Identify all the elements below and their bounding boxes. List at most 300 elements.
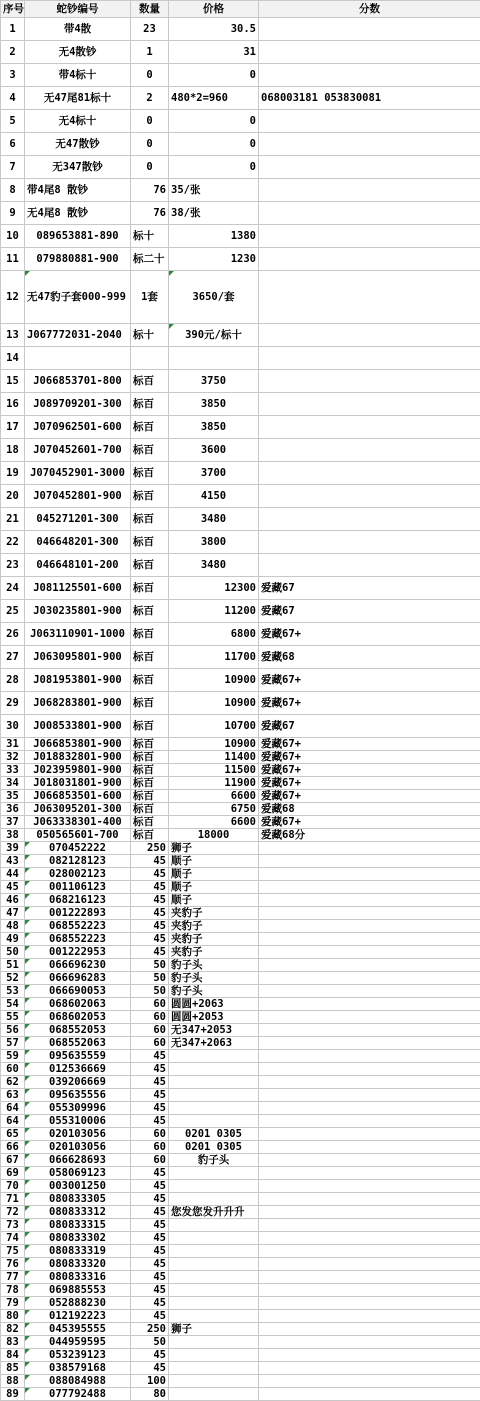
cell-quantity[interactable]: 标百	[131, 790, 169, 803]
cell-index[interactable]: 63	[1, 1089, 25, 1102]
cell-code[interactable]: 088084988	[25, 1375, 131, 1388]
cell-quantity[interactable]: 76	[131, 202, 169, 225]
cell-price[interactable]: 10700	[169, 715, 259, 738]
cell-price[interactable]: 3700	[169, 462, 259, 485]
cell-price[interactable]: 4150	[169, 485, 259, 508]
cell-code[interactable]: 068552063	[25, 1037, 131, 1050]
cell-price[interactable]	[169, 1297, 259, 1310]
cell-quantity[interactable]: 标百	[131, 803, 169, 816]
cell-code[interactable]: J089709201-300	[25, 393, 131, 416]
cell-index[interactable]: 33	[1, 764, 25, 777]
cell-quantity[interactable]: 60	[131, 1154, 169, 1167]
cell-score[interactable]	[259, 1310, 480, 1323]
cell-code[interactable]: 095635559	[25, 1050, 131, 1063]
cell-quantity[interactable]: 45	[131, 1076, 169, 1089]
cell-score[interactable]: 爱藏68	[259, 646, 480, 669]
cell-index[interactable]: 49	[1, 933, 25, 946]
cell-quantity[interactable]: 45	[131, 1362, 169, 1375]
cell-code[interactable]: 045271201-300	[25, 508, 131, 531]
cell-code[interactable]: 046648201-300	[25, 531, 131, 554]
cell-index[interactable]: 14	[1, 347, 25, 370]
cell-score[interactable]	[259, 933, 480, 946]
cell-quantity[interactable]: 45	[131, 1297, 169, 1310]
cell-quantity[interactable]: 45	[131, 1167, 169, 1180]
cell-price[interactable]: 顺子	[169, 881, 259, 894]
cell-price[interactable]: 0201 0305	[169, 1128, 259, 1141]
cell-index[interactable]: 50	[1, 946, 25, 959]
cell-code[interactable]: J081125501-600	[25, 577, 131, 600]
cell-price[interactable]: 3480	[169, 554, 259, 577]
cell-index[interactable]: 76	[1, 1258, 25, 1271]
cell-quantity[interactable]: 标百	[131, 554, 169, 577]
cell-score[interactable]	[259, 1297, 480, 1310]
cell-quantity[interactable]: 标百	[131, 577, 169, 600]
cell-quantity[interactable]: 45	[131, 894, 169, 907]
cell-index[interactable]: 5	[1, 110, 25, 133]
cell-quantity[interactable]: 45	[131, 1180, 169, 1193]
cell-quantity[interactable]: 23	[131, 18, 169, 41]
cell-score[interactable]	[259, 225, 480, 248]
cell-score[interactable]	[259, 894, 480, 907]
cell-index[interactable]: 34	[1, 777, 25, 790]
cell-quantity[interactable]: 45	[131, 868, 169, 881]
cell-index[interactable]: 84	[1, 1349, 25, 1362]
cell-price[interactable]: 35/张	[169, 179, 259, 202]
cell-quantity[interactable]: 1套	[131, 271, 169, 324]
cell-price[interactable]: 6600	[169, 790, 259, 803]
cell-code[interactable]: 012536669	[25, 1063, 131, 1076]
cell-quantity[interactable]: 50	[131, 959, 169, 972]
cell-index[interactable]: 85	[1, 1362, 25, 1375]
cell-score[interactable]	[259, 554, 480, 577]
cell-quantity[interactable]: 标百	[131, 623, 169, 646]
cell-code[interactable]: 001106123	[25, 881, 131, 894]
cell-price[interactable]: 0201 0305	[169, 1141, 259, 1154]
cell-index[interactable]: 28	[1, 669, 25, 692]
cell-quantity[interactable]: 45	[131, 1349, 169, 1362]
cell-code[interactable]: 095635556	[25, 1089, 131, 1102]
cell-price[interactable]: 豹子头	[169, 1154, 259, 1167]
cell-code[interactable]: J068283801-900	[25, 692, 131, 715]
cell-score[interactable]	[259, 1362, 480, 1375]
cell-price[interactable]: 6600	[169, 816, 259, 829]
cell-quantity[interactable]: 标百	[131, 393, 169, 416]
cell-index[interactable]: 57	[1, 1037, 25, 1050]
cell-price[interactable]: 10900	[169, 669, 259, 692]
cell-score[interactable]	[259, 1063, 480, 1076]
cell-code[interactable]: 001222953	[25, 946, 131, 959]
cell-index[interactable]: 80	[1, 1310, 25, 1323]
cell-index[interactable]: 21	[1, 508, 25, 531]
cell-score[interactable]	[259, 508, 480, 531]
cell-score[interactable]	[259, 156, 480, 179]
cell-price[interactable]: 无347+2053	[169, 1024, 259, 1037]
cell-index[interactable]: 73	[1, 1219, 25, 1232]
cell-index[interactable]: 52	[1, 972, 25, 985]
cell-code[interactable]: 066696230	[25, 959, 131, 972]
cell-code[interactable]: 050565601-700	[25, 829, 131, 842]
cell-price[interactable]: 豹子头	[169, 972, 259, 985]
cell-quantity[interactable]: 标十	[131, 324, 169, 347]
cell-score[interactable]	[259, 1245, 480, 1258]
cell-quantity[interactable]: 45	[131, 881, 169, 894]
cell-price[interactable]: 0	[169, 64, 259, 87]
cell-quantity[interactable]: 1	[131, 41, 169, 64]
cell-index[interactable]: 51	[1, 959, 25, 972]
cell-quantity[interactable]: 60	[131, 1011, 169, 1024]
cell-quantity[interactable]: 50	[131, 972, 169, 985]
cell-index[interactable]: 82	[1, 1323, 25, 1336]
cell-score[interactable]: 爱藏67	[259, 715, 480, 738]
cell-code[interactable]: J081953801-900	[25, 669, 131, 692]
cell-score[interactable]	[259, 1206, 480, 1219]
cell-quantity[interactable]: 标百	[131, 370, 169, 393]
cell-index[interactable]: 3	[1, 64, 25, 87]
cell-quantity[interactable]: 标百	[131, 508, 169, 531]
cell-score[interactable]	[259, 1011, 480, 1024]
cell-score[interactable]	[259, 920, 480, 933]
cell-index[interactable]: 31	[1, 738, 25, 751]
cell-index[interactable]: 60	[1, 1063, 25, 1076]
cell-price[interactable]: 31	[169, 41, 259, 64]
cell-score[interactable]	[259, 1284, 480, 1297]
cell-price[interactable]	[169, 1115, 259, 1128]
cell-price[interactable]: 夹豹子	[169, 907, 259, 920]
cell-score[interactable]	[259, 1167, 480, 1180]
cell-score[interactable]: 068003181 053830081	[259, 87, 480, 110]
cell-index[interactable]: 7	[1, 156, 25, 179]
cell-quantity[interactable]: 标百	[131, 669, 169, 692]
cell-quantity[interactable]: 45	[131, 1258, 169, 1271]
cell-quantity[interactable]: 0	[131, 133, 169, 156]
cell-score[interactable]	[259, 881, 480, 894]
cell-quantity[interactable]: 标百	[131, 715, 169, 738]
header-quantity[interactable]: 数量	[131, 1, 169, 18]
cell-quantity[interactable]: 标百	[131, 485, 169, 508]
cell-score[interactable]	[259, 485, 480, 508]
cell-index[interactable]: 16	[1, 393, 25, 416]
cell-score[interactable]	[259, 324, 480, 347]
cell-index[interactable]: 77	[1, 1271, 25, 1284]
cell-quantity[interactable]: 标二十	[131, 248, 169, 271]
cell-quantity[interactable]: 0	[131, 110, 169, 133]
cell-price[interactable]: 顺子	[169, 855, 259, 868]
cell-price[interactable]: 3850	[169, 416, 259, 439]
cell-price[interactable]: 18000	[169, 829, 259, 842]
cell-score[interactable]	[259, 959, 480, 972]
cell-price[interactable]: 您发您发升升升	[169, 1206, 259, 1219]
cell-score[interactable]: 爱藏67	[259, 577, 480, 600]
cell-index[interactable]: 78	[1, 1284, 25, 1297]
cell-price[interactable]: 圆圆+2063	[169, 998, 259, 1011]
cell-score[interactable]: 爱藏67+	[259, 623, 480, 646]
cell-index[interactable]: 25	[1, 600, 25, 623]
cell-price[interactable]: 10900	[169, 738, 259, 751]
cell-quantity[interactable]: 标百	[131, 462, 169, 485]
cell-price[interactable]: 1380	[169, 225, 259, 248]
cell-score[interactable]	[259, 1323, 480, 1336]
cell-quantity[interactable]: 50	[131, 985, 169, 998]
cell-price[interactable]: 3650/套	[169, 271, 259, 324]
cell-price[interactable]	[169, 1362, 259, 1375]
cell-code[interactable]: 066628693	[25, 1154, 131, 1167]
cell-index[interactable]: 30	[1, 715, 25, 738]
cell-code[interactable]: 带4散	[25, 18, 131, 41]
cell-score[interactable]	[259, 370, 480, 393]
cell-price[interactable]: 顺子	[169, 894, 259, 907]
cell-price[interactable]: 30.5	[169, 18, 259, 41]
cell-price[interactable]: 3480	[169, 508, 259, 531]
cell-code[interactable]: J066853801-900	[25, 738, 131, 751]
cell-quantity[interactable]: 45	[131, 1271, 169, 1284]
cell-index[interactable]: 9	[1, 202, 25, 225]
cell-code[interactable]: 080833305	[25, 1193, 131, 1206]
cell-code[interactable]: 028002123	[25, 868, 131, 881]
cell-index[interactable]: 19	[1, 462, 25, 485]
cell-quantity[interactable]: 45	[131, 907, 169, 920]
cell-score[interactable]	[259, 868, 480, 881]
cell-index[interactable]: 6	[1, 133, 25, 156]
cell-price[interactable]	[169, 1232, 259, 1245]
cell-index[interactable]: 71	[1, 1193, 25, 1206]
cell-index[interactable]: 64	[1, 1102, 25, 1115]
cell-code[interactable]: J070452901-3000	[25, 462, 131, 485]
cell-code[interactable]: J023959801-900	[25, 764, 131, 777]
cell-quantity[interactable]: 标百	[131, 439, 169, 462]
cell-index[interactable]: 23	[1, 554, 25, 577]
cell-price[interactable]: 11200	[169, 600, 259, 623]
cell-code[interactable]: 020103056	[25, 1141, 131, 1154]
cell-code[interactable]: 080833315	[25, 1219, 131, 1232]
cell-quantity[interactable]: 60	[131, 1024, 169, 1037]
cell-score[interactable]: 爱藏67+	[259, 669, 480, 692]
cell-code[interactable]: 066690053	[25, 985, 131, 998]
cell-score[interactable]	[259, 1128, 480, 1141]
cell-index[interactable]: 27	[1, 646, 25, 669]
cell-index[interactable]: 64	[1, 1115, 25, 1128]
cell-price[interactable]: 480*2=960	[169, 87, 259, 110]
cell-score[interactable]	[259, 1037, 480, 1050]
cell-code[interactable]: 无47豹子套000-999	[25, 271, 131, 324]
cell-index[interactable]: 89	[1, 1388, 25, 1401]
cell-score[interactable]	[259, 1115, 480, 1128]
cell-code[interactable]: 012192223	[25, 1310, 131, 1323]
cell-score[interactable]	[259, 998, 480, 1011]
cell-score[interactable]: 爱藏67+	[259, 764, 480, 777]
cell-score[interactable]	[259, 1102, 480, 1115]
cell-code[interactable]: 069885553	[25, 1284, 131, 1297]
cell-score[interactable]	[259, 907, 480, 920]
cell-score[interactable]	[259, 1258, 480, 1271]
cell-index[interactable]: 18	[1, 439, 25, 462]
cell-score[interactable]	[259, 985, 480, 998]
cell-index[interactable]: 56	[1, 1024, 25, 1037]
cell-code[interactable]	[25, 347, 131, 370]
cell-quantity[interactable]: 45	[131, 1219, 169, 1232]
cell-quantity[interactable]: 45	[131, 1284, 169, 1297]
cell-code[interactable]: 001222893	[25, 907, 131, 920]
cell-index[interactable]: 43	[1, 855, 25, 868]
cell-code[interactable]: 080833316	[25, 1271, 131, 1284]
cell-index[interactable]: 45	[1, 881, 25, 894]
cell-score[interactable]: 爱藏67+	[259, 692, 480, 715]
cell-price[interactable]	[169, 1245, 259, 1258]
cell-score[interactable]	[259, 531, 480, 554]
cell-code[interactable]: 052888230	[25, 1297, 131, 1310]
cell-code[interactable]: J008533801-900	[25, 715, 131, 738]
cell-index[interactable]: 88	[1, 1375, 25, 1388]
header-index[interactable]: 序号	[1, 1, 25, 18]
cell-price[interactable]: 11400	[169, 751, 259, 764]
cell-code[interactable]: 无347散钞	[25, 156, 131, 179]
cell-quantity[interactable]: 45	[131, 1310, 169, 1323]
cell-index[interactable]: 36	[1, 803, 25, 816]
cell-score[interactable]	[259, 248, 480, 271]
cell-price[interactable]	[169, 1102, 259, 1115]
cell-price[interactable]	[169, 1336, 259, 1349]
cell-quantity[interactable]: 标百	[131, 816, 169, 829]
cell-index[interactable]: 69	[1, 1167, 25, 1180]
cell-price[interactable]: 38/张	[169, 202, 259, 225]
cell-quantity[interactable]: 标百	[131, 829, 169, 842]
cell-price[interactable]: 11700	[169, 646, 259, 669]
cell-quantity[interactable]: 45	[131, 1232, 169, 1245]
cell-score[interactable]: 爱藏67+	[259, 816, 480, 829]
cell-score[interactable]	[259, 110, 480, 133]
cell-quantity[interactable]: 标百	[131, 692, 169, 715]
cell-score[interactable]	[259, 1076, 480, 1089]
cell-score[interactable]	[259, 271, 480, 324]
cell-price[interactable]	[169, 1050, 259, 1063]
cell-price[interactable]	[169, 1388, 259, 1401]
cell-score[interactable]	[259, 41, 480, 64]
cell-price[interactable]: 11500	[169, 764, 259, 777]
cell-price[interactable]: 圆圆+2053	[169, 1011, 259, 1024]
cell-quantity[interactable]: 250	[131, 1323, 169, 1336]
cell-index[interactable]: 44	[1, 868, 25, 881]
cell-index[interactable]: 48	[1, 920, 25, 933]
cell-score[interactable]	[259, 18, 480, 41]
cell-code[interactable]: J066853701-800	[25, 370, 131, 393]
cell-score[interactable]	[259, 1375, 480, 1388]
cell-price[interactable]	[169, 1219, 259, 1232]
cell-index[interactable]: 32	[1, 751, 25, 764]
cell-code[interactable]: J066853501-600	[25, 790, 131, 803]
cell-score[interactable]: 爱藏67+	[259, 738, 480, 751]
cell-index[interactable]: 67	[1, 1154, 25, 1167]
cell-quantity[interactable]: 标百	[131, 531, 169, 554]
cell-code[interactable]: 080833302	[25, 1232, 131, 1245]
cell-index[interactable]: 62	[1, 1076, 25, 1089]
cell-price[interactable]: 夹豹子	[169, 946, 259, 959]
cell-price[interactable]: 11900	[169, 777, 259, 790]
cell-score[interactable]	[259, 1024, 480, 1037]
cell-quantity[interactable]: 60	[131, 998, 169, 1011]
cell-price[interactable]: 1230	[169, 248, 259, 271]
cell-score[interactable]	[259, 179, 480, 202]
cell-score[interactable]	[259, 1219, 480, 1232]
cell-quantity[interactable]: 45	[131, 1206, 169, 1219]
cell-code[interactable]: 039206669	[25, 1076, 131, 1089]
cell-code[interactable]: 068552053	[25, 1024, 131, 1037]
cell-price[interactable]	[169, 1375, 259, 1388]
cell-price[interactable]	[169, 347, 259, 370]
cell-code[interactable]: 无4尾8 散钞	[25, 202, 131, 225]
cell-price[interactable]: 3850	[169, 393, 259, 416]
cell-code[interactable]: 070452222	[25, 842, 131, 855]
cell-index[interactable]: 59	[1, 1050, 25, 1063]
cell-price[interactable]: 0	[169, 110, 259, 133]
cell-quantity[interactable]: 76	[131, 179, 169, 202]
cell-index[interactable]: 66	[1, 1141, 25, 1154]
cell-price[interactable]: 狮子	[169, 1323, 259, 1336]
cell-index[interactable]: 46	[1, 894, 25, 907]
cell-quantity[interactable]: 60	[131, 1128, 169, 1141]
cell-quantity[interactable]: 0	[131, 156, 169, 179]
cell-price[interactable]: 10900	[169, 692, 259, 715]
header-code[interactable]: 蛇钞编号	[25, 1, 131, 18]
cell-index[interactable]: 83	[1, 1336, 25, 1349]
cell-price[interactable]: 3800	[169, 531, 259, 554]
cell-price[interactable]	[169, 1349, 259, 1362]
cell-index[interactable]: 55	[1, 1011, 25, 1024]
cell-index[interactable]: 75	[1, 1245, 25, 1258]
cell-index[interactable]: 39	[1, 842, 25, 855]
cell-code[interactable]: 089653881-890	[25, 225, 131, 248]
cell-price[interactable]: 夹豹子	[169, 933, 259, 946]
cell-code[interactable]: 068602063	[25, 998, 131, 1011]
cell-quantity[interactable]: 50	[131, 1336, 169, 1349]
cell-price[interactable]: 豹子头	[169, 959, 259, 972]
cell-index[interactable]: 54	[1, 998, 25, 1011]
header-price[interactable]: 价格	[169, 1, 259, 18]
cell-quantity[interactable]: 45	[131, 1063, 169, 1076]
cell-score[interactable]: 爱藏68	[259, 803, 480, 816]
cell-price[interactable]	[169, 1193, 259, 1206]
cell-quantity[interactable]: 60	[131, 1037, 169, 1050]
cell-score[interactable]	[259, 1050, 480, 1063]
cell-price[interactable]	[169, 1258, 259, 1271]
cell-quantity[interactable]: 45	[131, 1102, 169, 1115]
cell-score[interactable]	[259, 1336, 480, 1349]
cell-index[interactable]: 10	[1, 225, 25, 248]
cell-index[interactable]: 2	[1, 41, 25, 64]
cell-score[interactable]: 爱藏68分	[259, 829, 480, 842]
cell-price[interactable]	[169, 1063, 259, 1076]
cell-code[interactable]: 053239123	[25, 1349, 131, 1362]
cell-score[interactable]	[259, 347, 480, 370]
cell-index[interactable]: 72	[1, 1206, 25, 1219]
cell-code[interactable]: 055310006	[25, 1115, 131, 1128]
cell-price[interactable]: 豹子头	[169, 985, 259, 998]
cell-score[interactable]: 爱藏67+	[259, 751, 480, 764]
cell-price[interactable]: 狮子	[169, 842, 259, 855]
cell-score[interactable]	[259, 1193, 480, 1206]
cell-code[interactable]: J063095201-300	[25, 803, 131, 816]
cell-score[interactable]	[259, 1089, 480, 1102]
cell-code[interactable]: 079880881-900	[25, 248, 131, 271]
cell-index[interactable]: 26	[1, 623, 25, 646]
cell-code[interactable]: 077792488	[25, 1388, 131, 1401]
cell-quantity[interactable]: 标十	[131, 225, 169, 248]
cell-score[interactable]	[259, 64, 480, 87]
cell-score[interactable]	[259, 1388, 480, 1401]
cell-code[interactable]: 080833312	[25, 1206, 131, 1219]
cell-price[interactable]: 0	[169, 133, 259, 156]
cell-price[interactable]: 6800	[169, 623, 259, 646]
cell-code[interactable]: 038579168	[25, 1362, 131, 1375]
header-score[interactable]: 分数	[259, 1, 480, 18]
